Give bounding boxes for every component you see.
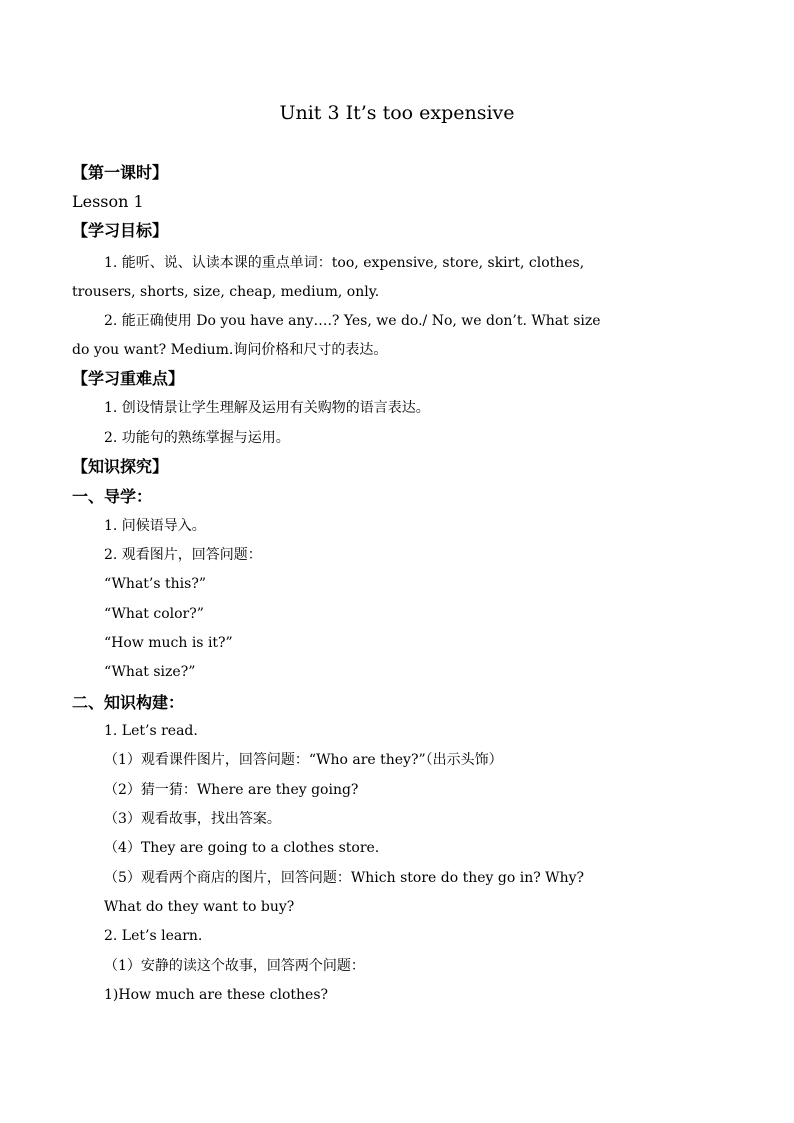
lesson-period-heading: 【第一课时】 [72, 163, 169, 182]
guide-question-2: “What color?” [104, 606, 204, 622]
read-step-2: （2）猜一猜：Where are they going? [104, 782, 359, 798]
objective-2-line-2: do you want? Medium.询问价格和尺寸的表达。 [72, 342, 388, 358]
build-heading: 二、知识构建： [72, 693, 185, 712]
key-point-1: 1. 创设情景让学生理解及运用有关购物的语言表达。 [104, 400, 430, 416]
read-title: 1. Let’s read. [104, 723, 198, 739]
read-step-3: （3）观看故事，找出答案。 [104, 811, 281, 827]
learn-question-1: 1)How much are these clothes? [104, 987, 329, 1003]
guide-item-1: 1. 问候语导入。 [104, 518, 206, 534]
guide-heading: 一、导学： [72, 487, 153, 506]
objective-2-line-1: 2. 能正确使用 Do you have any….? Yes, we do./ No, we don’t. What size [104, 313, 601, 329]
learn-title: 2. Let’s learn. [104, 928, 203, 944]
read-step-5-line-1: （5）观看两个商店的图片，回答问题：Which store do they go in? Why? [104, 870, 585, 886]
key-points-heading: 【学习重难点】 [72, 369, 185, 388]
document-title: Unit 3 It’s too expensive [279, 102, 515, 124]
read-step-1: （1）观看课件图片，回答问题：“Who are they?”（出示头饰） [104, 752, 503, 768]
exploration-heading: 【知识探究】 [72, 457, 169, 476]
key-point-2: 2. 功能句的熟练掌握与运用。 [104, 430, 290, 446]
read-step-4: （4）They are going to a clothes store. [104, 840, 380, 856]
guide-question-4: “What size?” [104, 664, 196, 680]
guide-question-3: “How much is it?” [104, 635, 233, 651]
objectives-heading: 【学习目标】 [72, 221, 169, 240]
lesson-label: Lesson 1 [72, 192, 144, 211]
learn-step-1: （1）安静的读这个故事，回答两个问题： [104, 958, 365, 974]
guide-item-2: 2. 观看图片，回答问题： [104, 547, 262, 563]
objective-1-line-2: trousers, shorts, size, cheap, medium, only. [72, 284, 380, 300]
read-step-5-line-2: What do they want to buy? [104, 899, 295, 915]
guide-question-1: “What’s this?” [104, 576, 206, 592]
objective-1-line-1: 1. 能听、说、认读本课的重点单词：too, expensive, store, skirt, clothes, [104, 255, 585, 271]
